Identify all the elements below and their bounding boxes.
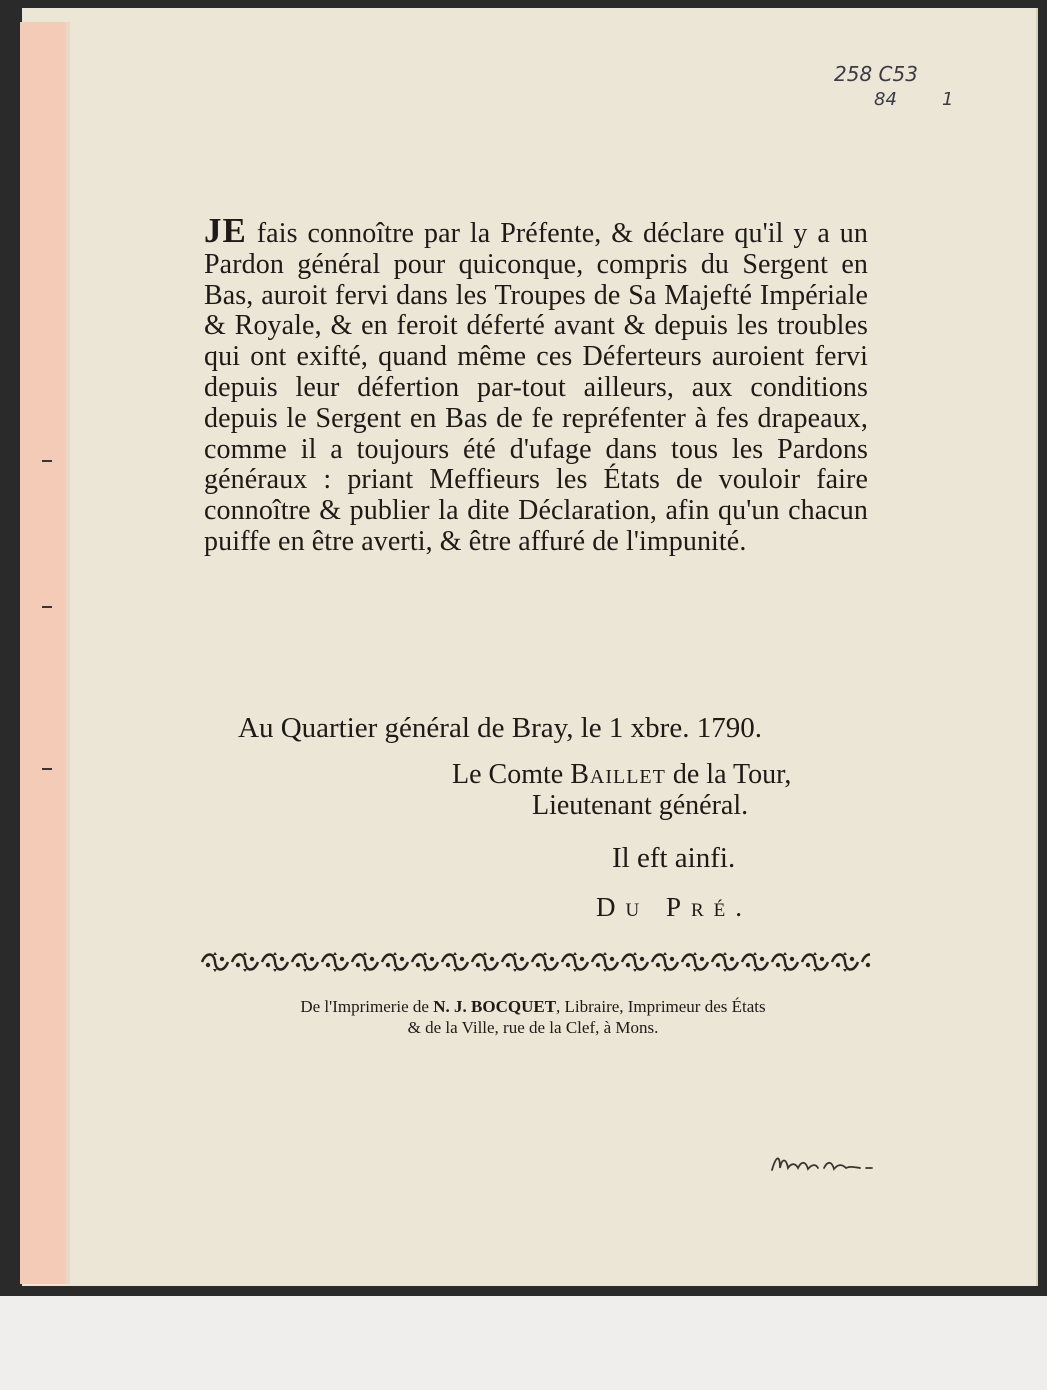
- ornamental-border: [200, 950, 870, 974]
- attestation: Il eft ainfi.: [612, 842, 736, 874]
- signature-block: [452, 758, 872, 791]
- signature-suffix: de la Tour,: [665, 759, 792, 790]
- binding-strip-edge: [66, 22, 70, 1284]
- document-page: [22, 8, 1038, 1286]
- binding-strip: [20, 22, 68, 1284]
- signer-name: Du Pré.: [596, 892, 753, 922]
- imprint-printer: N. J. BOCQUET: [433, 997, 557, 1016]
- handwritten-scribble: [768, 1150, 878, 1180]
- archive-note-line3: 1: [942, 89, 954, 110]
- declaration-body: fais connoître par la Préfente, & déclare qu'il y a un Pardon général pour quiconque, compris du Sergent en Bas, auroit fervi dans les Troupes de Sa Majefté Impériale & Royale, & en feroit déferté avant & depuis les troubles qui ont exifté, quand même ces Déferteurs auroient fervi depuis leur défertion par-tout ailleurs, aux conditions depuis le Sergent en Bas de fe repréfenter à fes drapeaux, comme il a toujours été d'ufage dans tous les Pardons généraux : priant Meffieurs les États de vouloir faire connoître & publier la dite Déclaration, afin qu'un chacun puiffe en être averti, & être affuré de l'impunité.: [204, 218, 868, 557]
- margin-notch: [42, 768, 52, 770]
- declaration-text: [204, 211, 868, 558]
- signature-name: Baillet: [570, 759, 666, 790]
- archive-reference-note: [834, 52, 994, 122]
- signature-prefix: Le Comte: [452, 759, 571, 790]
- drop-cap: JE: [204, 211, 247, 250]
- margin-notch: [42, 606, 52, 608]
- margin-notch: [42, 460, 52, 462]
- signature-title: Lieutenant général.: [532, 790, 749, 821]
- imprint-prefix: De l'Imprimerie de: [300, 997, 434, 1016]
- dateline: Au Quartier général de Bray, le 1 xbre. 1790.: [238, 712, 762, 744]
- imprint-line1-rest: , Libraire, Imprimeur des États: [556, 997, 766, 1016]
- archive-note-line2: 84: [874, 89, 897, 110]
- archive-note-line1: 258 C53: [834, 62, 918, 86]
- imprint-line2: & de la Ville, rue de la Clef, à Mons.: [407, 1018, 659, 1037]
- printer-imprint: [218, 996, 848, 1038]
